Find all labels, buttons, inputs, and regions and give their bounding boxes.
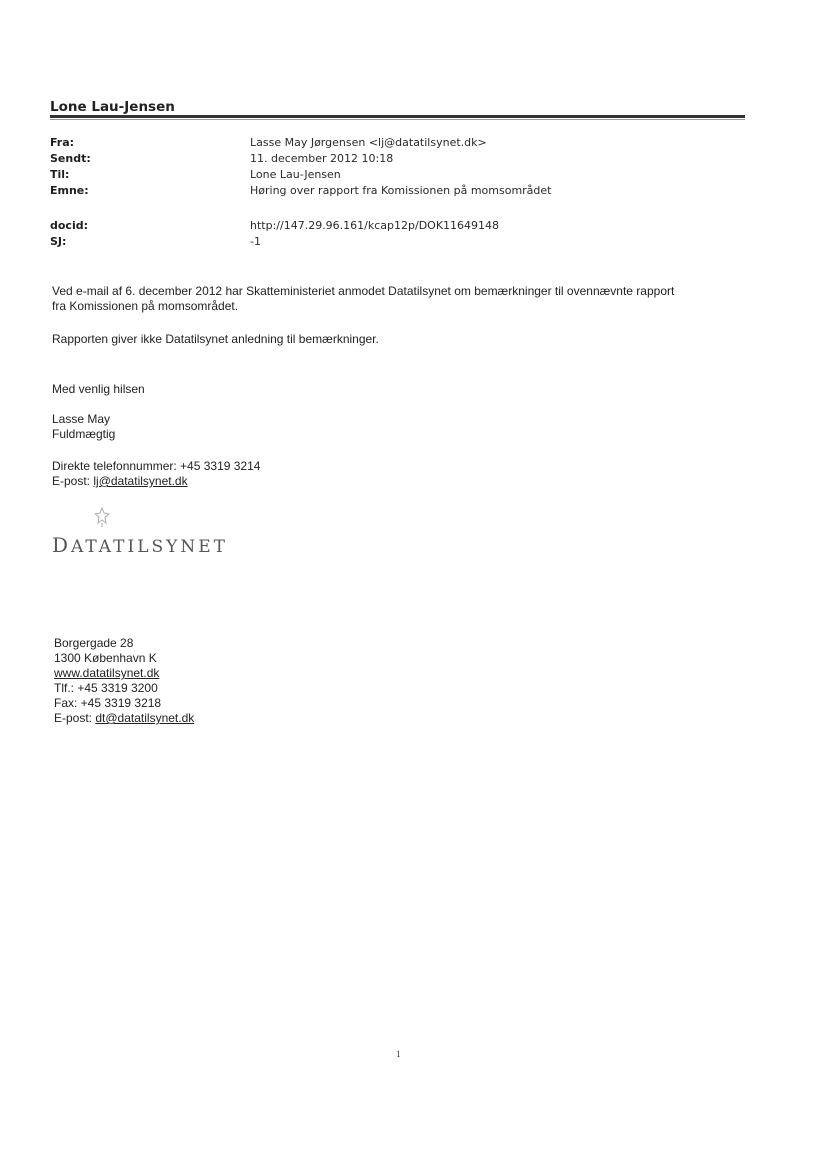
meta-key-docid: docid:	[50, 219, 88, 232]
meta-key-to: Til:	[50, 168, 70, 181]
logo-wordmark	[52, 533, 228, 557]
header-divider	[50, 115, 745, 118]
address-email-link[interactable]: dt@datatilsynet.dk	[95, 711, 195, 725]
body-paragraph-2: Rapporten giver ikke Datatilsynet anledning til bemærkninger.	[52, 332, 379, 346]
signer-email-label: E-post:	[52, 474, 94, 488]
signer-email-line	[52, 474, 188, 488]
page-number: 1	[396, 1049, 401, 1059]
logo-rest: ATATILSYNET	[71, 537, 228, 557]
address-fax: Fax: +45 3319 3218	[54, 696, 162, 710]
address-email-label: E-post:	[54, 711, 96, 725]
signer-title: Fuldmægtig	[52, 427, 116, 441]
meta-value-docid: http://147.29.96.161/kcap12p/DOK11649148	[250, 219, 500, 232]
body-paragraph-1-line-1: Ved e-mail af 6. december 2012 har Skatteministeriet anmodet Datatilsynet om bemærkninger til ovennævnte rapport	[52, 284, 675, 298]
meta-key-sj: SJ:	[50, 235, 67, 248]
signer-email-link[interactable]: lj@datatilsynet.dk	[93, 474, 188, 488]
body-paragraph-1-line-2: fra Komissionen på momsområdet.	[52, 299, 239, 313]
address-website-link[interactable]: www.datatilsynet.dk	[54, 666, 160, 680]
meta-value-subject: Høring over rapport fra Komissionen på momsområdet	[250, 184, 552, 197]
header-divider-thin	[50, 119, 745, 120]
signer-name: Lasse May	[52, 412, 111, 426]
logo-emblem-icon	[92, 506, 112, 528]
greeting: Med venlig hilsen	[52, 382, 145, 396]
meta-value-to: Lone Lau-Jensen	[250, 168, 341, 181]
meta-value-sent: 11. december 2012 10:18	[250, 152, 394, 165]
meta-key-subject: Emne:	[50, 184, 89, 197]
address-city: 1300 København K	[54, 651, 157, 665]
meta-key-from: Fra:	[50, 136, 75, 149]
meta-value-from: Lasse May Jørgensen <lj@datatilsynet.dk>	[250, 136, 487, 149]
meta-value-sj: -1	[250, 235, 261, 248]
meta-key-sent: Sendt:	[50, 152, 91, 165]
address-email-line	[54, 711, 194, 725]
direct-phone: Direkte telefonnummer: +45 3319 3214	[52, 459, 261, 473]
logo-first-letter: D	[52, 533, 72, 557]
address-street: Borgergade 28	[54, 636, 134, 650]
sender-name: Lone Lau-Jensen	[50, 99, 175, 115]
address-phone: Tlf.: +45 3319 3200	[54, 681, 158, 695]
